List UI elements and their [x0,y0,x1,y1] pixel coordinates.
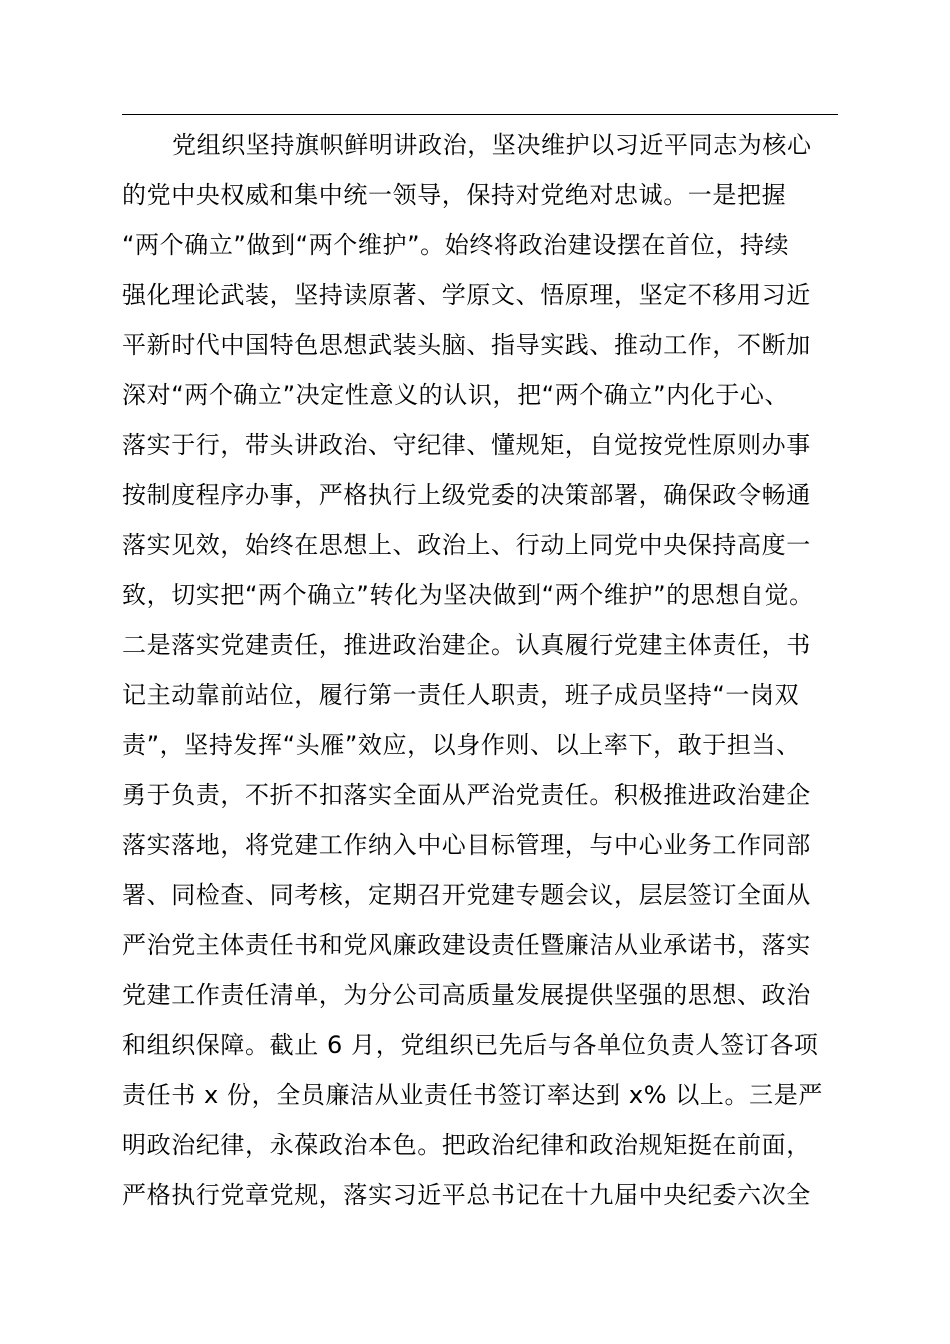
paragraph-line: 和组织保障。截止 6 月，党组织已先后与各单位负责人签订各项 [122,1031,819,1059]
paragraph-line: “两个确立”做到“两个维护”。始终将政治建设摆在首位，持续 [122,231,790,259]
body-text [122,120,862,1220]
paragraph-line: 记主动靠前站位，履行第一责任人职责，班子成员坚持“一岗双 [122,681,800,709]
paragraph-line: 明政治纪律，永葆政治本色。把政治纪律和政治规矩挺在前面， [122,1131,811,1159]
paragraph-line: 严格执行党章党规，落实习近平总书记在十九届中央纪委六次全 [122,1181,811,1209]
paragraph-line: 落实落地，将党建工作纳入中心目标管理，与中心业务工作同部 [122,831,811,859]
paragraph-line: 落实见效，始终在思想上、政治上、行动上同党中央保持高度一 [122,531,811,559]
header-rule [122,114,838,115]
paragraph-line: 致，切实把“两个确立”转化为坚决做到“两个维护”的思想自觉。 [122,581,814,609]
paragraph-line: 党建工作责任清单，为分公司高质量发展提供坚强的思想、政治 [122,981,811,1009]
paragraph-line: 署、同检查、同考核，定期召开党建专题会议，层层签订全面从 [122,881,811,909]
paragraph-line: 深对“两个确立”决定性意义的认识，把“两个确立”内化于心、 [122,381,790,409]
paragraph-line: 二是落实党建责任，推进政治建企。认真履行党建主体责任，书 [122,631,811,659]
paragraph-line: 责”，坚持发挥“头雁”效应，以身作则、以上率下，敢于担当、 [122,731,801,759]
paragraph-line: 的党中央权威和集中统一领导，保持对党绝对忠诚。一是把握 [122,181,787,209]
paragraph-line: 勇于负责，不折不扣落实全面从严治党责任。积极推进政治建企 [122,781,811,809]
paragraph-line: 责任书 x 份，全员廉洁从业责任书签订率达到 x% 以上。三是严 [122,1081,823,1109]
paragraph-line: 强化理论武装，坚持读原著、学原文、悟原理，坚定不移用习近 [122,281,811,309]
paragraph-line: 落实于行，带头讲政治、守纪律、懂规矩，自觉按党性原则办事 [122,431,811,459]
paragraph-line: 党组织坚持旗帜鲜明讲政治，坚决维护以习近平同志为核心 [172,131,812,159]
paragraph-line: 平新时代中国特色思想武装头脑、指导实践、推动工作，不断加 [122,331,811,359]
paragraph-line: 按制度程序办事，严格执行上级党委的决策部署，确保政令畅通 [122,481,811,509]
paragraph-line: 严治党主体责任书和党风廉政建设责任暨廉洁从业承诺书，落实 [122,931,811,959]
